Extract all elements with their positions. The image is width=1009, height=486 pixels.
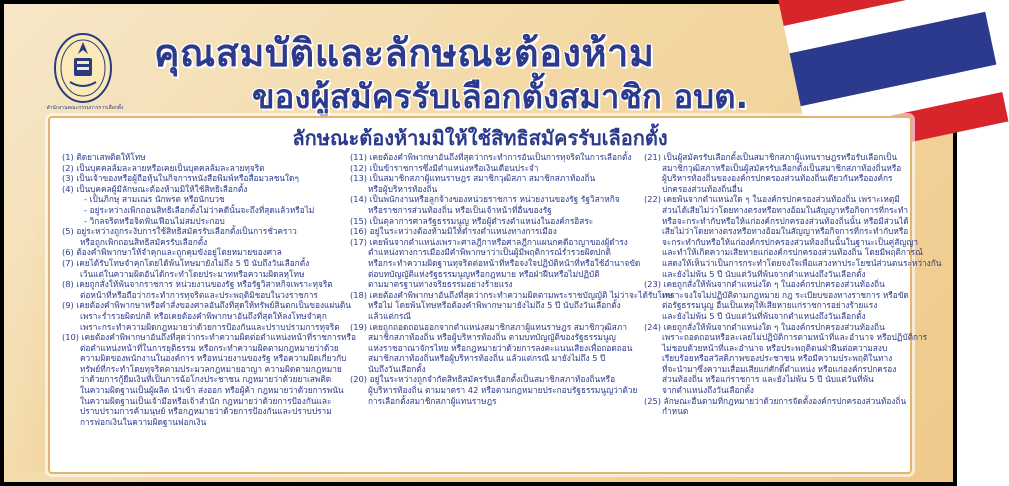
page-subtitle: ของผู้สมัครรับเลือกตั้งสมาชิก อบต.	[252, 77, 749, 116]
prohibition-item-line: ทรัพย์ที่กระทำโดยทุจริตตามประมวลกฎหมายอาญา ความผิดตามกฎหมาย	[80, 363, 342, 374]
prohibition-item-line: - วิกลจริตหรือจิตฟั่นเฟือนไม่สมประกอบ	[84, 215, 225, 226]
prohibition-item-line: ตำแหน่งทางการเมืองมีคำพิพากษาว่าเป็นผู้มีพฤติการณ์ร่ำรวยผิดปกติ	[368, 247, 611, 258]
prohibition-item	[62, 258, 340, 279]
prohibition-item-line: (22) เคยพ้นจากตำแหน่งใด ๆ ในองค์กรปกครองส่วนท้องถิ่น เพราะเหตุมี	[644, 194, 900, 205]
prohibition-item-line: (15) เป็นตุลาการศาลรัฐธรรมนูญ หรือผู้ดำรงตำแหน่งในองค์กรอิสระ	[350, 215, 594, 226]
prohibition-item-line: ไม่ชอบด้วยหน้าที่และอำนาจ หรือประพฤติตนฝ่าฝืนต่อความสงบ	[662, 342, 888, 353]
prohibition-item	[62, 226, 340, 247]
prohibition-item-line: ตามมาตรฐานทางจริยธรรมอย่างร้ายแรง	[368, 279, 513, 290]
prohibition-item-line: (17) เคยพ้นจากตำแหน่งเพราะศาลฎีกาหรือศาลฎีกาแผนกคดีอาญาของผู้ดำรง	[350, 236, 628, 247]
prohibition-item-line: ปกครองส่วนท้องถิ่นอื่น	[662, 183, 743, 194]
prohibition-item	[644, 321, 928, 396]
prohibition-item-line: หรือราชการส่วนท้องถิ่น หรือเป็นเจ้าหน้าที่อื่นของรัฐ	[368, 204, 552, 215]
prohibition-item-line: สมาชิกสภาท้องถิ่น หรือผู้บริหารท้องถิ่น ตามบทบัญญัติของรัฐธรรมนูญ	[368, 332, 616, 343]
prohibitions-column-2	[350, 152, 673, 406]
prohibition-item-line: ปราบปรามการค้ามนุษย์ หรือกฎหมายว่าด้วยการป้องกันและปราบปราม	[80, 406, 332, 417]
prohibition-item	[62, 216, 340, 227]
prohibition-item-line: เพราะถอดถอนหรือละเลยไม่ปฏิบัติการตามหน้าที่และอำนาจ หรือปฏิบัติการ	[662, 332, 928, 343]
prohibition-item-line: หรือกระทำความผิดฐานทุจริตต่อหน้าที่หรือจงใจปฏิบัติหน้าที่หรือใช้อำนาจขัด	[368, 257, 641, 268]
prohibition-item	[350, 289, 673, 322]
prohibition-item	[644, 194, 942, 279]
prohibitions-column-3	[644, 152, 942, 417]
prohibition-item-line: (21) เป็นผู้สมัครรับเลือกตั้งเป็นสมาชิกสภาผู้แทนราษฎรหรือรับเลือกเป็น	[644, 152, 898, 162]
prohibition-item-line: (8) เคยถูกสั่งให้พ้นจากราชการ หน่วยงานของรัฐ หรือรัฐวิสาหกิจเพราะทุจริต	[62, 279, 333, 290]
prohibition-item-line: (7) เคยได้รับโทษจำคุกโดยได้พ้นโทษมายังไม่ถึง 5 ปี นับถึงวันเลือกตั้ง	[62, 257, 310, 268]
logo-caption: สำนักงานคณะกรรมการการเลือกตั้ง	[46, 105, 124, 111]
prohibition-item-line: ต่อบทบัญญัติแห่งรัฐธรรมนูญหรือกฎหมาย หรือฝ่าฝืนหรือไม่ปฏิบัติ	[368, 268, 600, 279]
prohibition-item-line: (14) เป็นพนักงานหรือลูกจ้างของหน่วยราชการ หน่วยงานของรัฐ รัฐวิสาหกิจ	[350, 194, 620, 205]
prohibition-item-line: หรือไม่ โดยพ้นโทษหรือต้องคำพิพากษามายังไม่ถึง 5 ปี นับถึงวันเลือกตั้ง	[368, 300, 621, 311]
prohibition-item	[350, 216, 640, 227]
prohibition-item-line: เว้นแต่ในความผิดอันได้กระทำโดยประมาทหรือความผิดลหุโทษ	[80, 268, 305, 279]
prohibition-item-line: แห่งราชอาณาจักรไทย หรือกฎหมายว่าด้วยการลงคะแนนเสียงเพื่อถอดถอน	[368, 342, 633, 353]
prohibition-item-line: สมาชิกสภาท้องถิ่นหรือผู้บริหารท้องถิ่น แล้วแต่กรณี มายังไม่ถึง 5 ปี	[368, 353, 606, 364]
prohibition-item-line: เสียไม่ว่าโดยทางตรงหรือทางอ้อมในสัญญาหรือกิจการที่กระทำกับหรือ	[662, 226, 909, 237]
prohibition-item-line: กำหนด	[662, 406, 689, 417]
prohibition-item-line: (12) เป็นข้าราชการซึ่งมีตำแหน่งหรือเงินเดือนประจำ	[350, 162, 539, 173]
prohibition-item-line: ผู้บริหารท้องถิ่น ตามมาตรา 42 หรือตามกฎหมายประกอบรัฐธรรมนูญว่าด้วย	[368, 385, 638, 396]
prohibition-item-line: ต่อหน้าที่หรือถือว่ากระทำการทุจริตและประพฤติมิชอบในวงราชการ	[80, 289, 318, 300]
panel-title: ลักษณะต้องห้ามมิให้ใช้สิทธิสมัครรับเลือกตั้ง	[292, 126, 668, 150]
prohibition-item	[62, 163, 340, 174]
prohibition-item-line: (2) เป็นบุคคลล้มละลายหรือเคยเป็นบุคคลล้มละลายทุจริต	[62, 162, 265, 173]
prohibition-item-line: (25) ลักษณะอื่นตามที่กฎหมายว่าด้วยการจัดตั้งองค์กรปกครองส่วนท้องถิ่น	[644, 395, 907, 406]
prohibition-item-line: ต่อตำแหน่งหน้าที่ในการยุติธรรม หรือกระทำความผิดตามกฎหมายว่าด้วย	[80, 342, 339, 353]
prohibition-item-line: (10) เคยต้องคำพิพากษาอันถึงที่สุดว่ากระทำความผิดต่อตำแหน่งหน้าที่ราชการหรือ	[62, 332, 356, 343]
prohibition-item	[350, 322, 640, 375]
prohibition-item-line: (24) เคยถูกสั่งให้พ้นจากตำแหน่งใด ๆ ในองค์กรปกครองส่วนท้องถิ่น	[644, 321, 885, 332]
prohibition-item	[62, 205, 340, 216]
prohibition-item	[350, 152, 640, 163]
prohibition-item-line: (9) เคยต้องคำพิพากษาหรือคำสั่งของศาลอันถึงที่สุดให้ทรัพย์สินตกเป็นของแผ่นดิน	[62, 300, 351, 311]
prohibition-item-line: (6) ต้องคำพิพากษาให้จำคุกและถูกคุมขังอยู่โดยหมายของศาล	[62, 247, 282, 258]
prohibition-item-line: - เป็นภิกษุ สามเณร นักพรต หรือนักบวช	[84, 194, 225, 205]
prohibition-item-line: เพราะร่ำรวยผิดปกติ หรือเคยต้องคำพิพากษาอันถึงที่สุดให้ลงโทษจำคุก	[80, 310, 327, 321]
prohibition-item	[62, 300, 351, 332]
prohibition-item-line: เพราะกระทำความผิดกฎหมายว่าด้วยการป้องกันและปราบปรามการทุจริต	[80, 321, 340, 332]
prohibition-item-line: ผู้บริหารท้องถิ่นขององค์กรปกครองส่วนท้องถิ่นเดียวกันหรือองค์กร	[662, 173, 893, 184]
page-title: คุณสมบัติและลักษณะต้องห้าม	[154, 31, 655, 75]
prohibition-item-line: นับถึงวันเลือกตั้ง	[368, 363, 426, 374]
prohibition-item	[62, 247, 340, 258]
prohibitions-column-1	[62, 152, 356, 427]
prohibition-item-line: การฟอกเงินในความผิดฐานฟอกเงิน	[80, 416, 207, 427]
prohibition-item-line: ต่อรัฐธรรมนูญ อื่นเป็นเหตุให้เสียหายแก่ราชการอย่างร้ายแรง	[662, 300, 878, 311]
prohibition-item-line: ส่วนท้องถิ่น หรือแก่ราชการ และยังไม่พ้น 5 ปี นับแต่วันที่พ้น	[662, 374, 874, 385]
prohibition-item-line: ส่วนได้เสียไม่ว่าโดยทางตรงหรือทางอ้อมในสัญญาหรือกิจการที่กระทำ	[662, 204, 909, 215]
prohibitions-panel	[48, 116, 942, 474]
prohibition-item-line: (5) อยู่ระหว่างถูกระงับการใช้สิทธิสมัครรับเลือกตั้งเป็นการชั่วคราว	[62, 226, 297, 237]
prohibition-item-line: แสดงให้เห็นว่าเป็นการกระทำโดยจงใจเพื่อแสวงหาประโยชน์ส่วนตนระหว่างกัน	[662, 257, 942, 268]
prohibition-item	[62, 332, 356, 427]
prohibition-item-line: และยังไม่พ้น 5 ปี นับแต่วันที่พ้นจากตำแหน่งถึงวันเลือกตั้ง	[662, 310, 866, 321]
prohibition-item-line: ในความผิดฐานเป็นผู้ผลิต นำเข้า ส่งออก หรือผู้ค้า กฎหมายว่าด้วยการพนัน	[80, 385, 344, 396]
prohibition-item	[62, 194, 340, 205]
prohibition-item	[350, 374, 640, 406]
prohibition-item	[62, 279, 340, 300]
prohibition-item-line: และทำให้เกิดความเสียหายแก่องค์กรปกครองส่วนท้องถิ่น โดยมีพฤติการณ์	[662, 247, 923, 258]
prohibition-item-line: (18) เคยต้องคำพิพากษาอันถึงที่สุดว่ากระทำความผิดตามพระราชบัญญัติ ไม่ว่าจะได้รับโทษ	[350, 289, 673, 300]
prohibition-item-line: (19) เคยถูกถอดถอนออกจากตำแหน่งสมาชิกสภาผู้แทนราษฎร สมาชิกวุฒิสภา	[350, 321, 627, 332]
prohibition-item-line: (13) เป็นสมาชิกสภาผู้แทนราษฎร สมาชิกวุฒิสภา สมาชิกสภาท้องถิ่น	[350, 173, 596, 184]
prohibition-item	[644, 152, 906, 194]
prohibition-item-line: เรียบร้อยหรือสวัสดิภาพของประชาชน หรือมีความประพฤติในทาง	[662, 353, 893, 364]
prohibition-item-line: (11) เคยต้องคำพิพากษาอันถึงที่สุดว่ากระทำการอันเป็นการทุจริตในการเลือกตั้ง	[350, 152, 632, 162]
prohibition-item-line: (23) เคยถูกสั่งให้พ้นจากตำแหน่งใด ๆ ในองค์กรปกครองส่วนท้องถิ่น	[644, 279, 885, 290]
prohibition-item-line: การเลือกตั้งสมาชิกสภาผู้แทนราษฎร	[368, 395, 497, 406]
prohibition-item-line: (16) อยู่ในระหว่างต้องห้ามมิให้ดำรงตำแหน่งทางการเมือง	[350, 226, 557, 237]
prohibition-item-line: หรือจะกระทำกับหรือให้แก่องค์กรปกครองส่วนท้องถิ่นนั้น หรือมีส่วนได้	[662, 215, 909, 226]
prohibition-item-line: (3) เป็นเจ้าของหรือผู้ถือหุ้นในกิจการหนังสือพิมพ์หรือสื่อมวลชนใดๆ	[62, 173, 299, 184]
prohibition-item	[350, 173, 640, 194]
prohibition-item	[350, 237, 640, 290]
ect-logo-icon	[52, 30, 114, 104]
prohibition-item-line: ในความผิดฐานเป็นเจ้ามือหรือเจ้าสำนัก กฎหมายว่าด้วยการป้องกันและ	[80, 395, 332, 406]
prohibition-item	[644, 279, 909, 321]
prohibition-item-line: (1) ติดยาเสพติดให้โทษ	[62, 152, 146, 162]
prohibition-item-line: สมาชิกวุฒิสภาหรือเป็นผู้สมัครรับเลือกตั้งเป็นสมาชิกสภาท้องถิ่นหรือ	[662, 162, 902, 173]
prohibition-item-line: (4) เป็นบุคคลผู้มีลักษณะต้องห้ามมิให้ใช้สิทธิเลือกตั้ง	[62, 183, 248, 194]
prohibition-item-line: หรือผู้บริหารท้องถิ่น	[368, 183, 438, 194]
prohibition-item-line: เพราะจงใจไม่ปฏิบัติตามกฎหมาย กฎ ระเบียบของทางราชการ หรือขัด	[662, 289, 909, 300]
prohibition-item-line: ว่าด้วยการกู้ยืมเงินที่เป็นการฉ้อโกงประชาชน กฎหมายว่าด้วยยาเสพติด	[80, 374, 332, 385]
prohibition-item	[62, 152, 340, 163]
prohibition-item-line: จะกระทำกับหรือให้แก่องค์กรปกครองส่วนท้องถิ่นนั้นในฐานะเป็นคู่สัญญา	[662, 236, 919, 247]
prohibition-item-line: ที่จะนำมาซึ่งความเสื่อมเสียแก่ศักดิ์ตำแหน่ง หรือแก่องค์กรปกครอง	[662, 363, 897, 374]
prohibition-item-line: หรือถูกเพิกถอนสิทธิสมัครรับเลือกตั้ง	[80, 236, 208, 247]
prohibition-item	[350, 194, 640, 215]
prohibition-item	[62, 173, 340, 184]
prohibition-item	[350, 226, 640, 237]
prohibition-item	[644, 396, 906, 417]
prohibition-item	[350, 163, 640, 174]
prohibition-item	[62, 184, 340, 195]
prohibition-item-line: (20) อยู่ในระหว่างถูกจำกัดสิทธิสมัครรับเลือกตั้งเป็นสมาชิกสภาท้องถิ่นหรือ	[350, 374, 616, 385]
prohibition-item-line: ความผิดของพนักงานในองค์การ หรือหน่วยงานของรัฐ หรือความผิดเกี่ยวกับ	[80, 353, 347, 364]
prohibition-item-line: - อยู่ระหว่างเพิกถอนสิทธิเลือกตั้งไม่ว่าคดีนั้นจะถึงที่สุดแล้วหรือไม่	[84, 204, 315, 215]
prohibition-item-line: จากตำแหน่งถึงวันเลือกตั้ง	[662, 385, 754, 396]
prohibition-item-line: และยังไม่พ้น 5 ปี นับแต่วันที่พ้นจากตำแหน่งถึงวันเลือกตั้ง	[662, 268, 866, 279]
prohibition-item-line: แล้วแต่กรณี	[368, 310, 412, 321]
